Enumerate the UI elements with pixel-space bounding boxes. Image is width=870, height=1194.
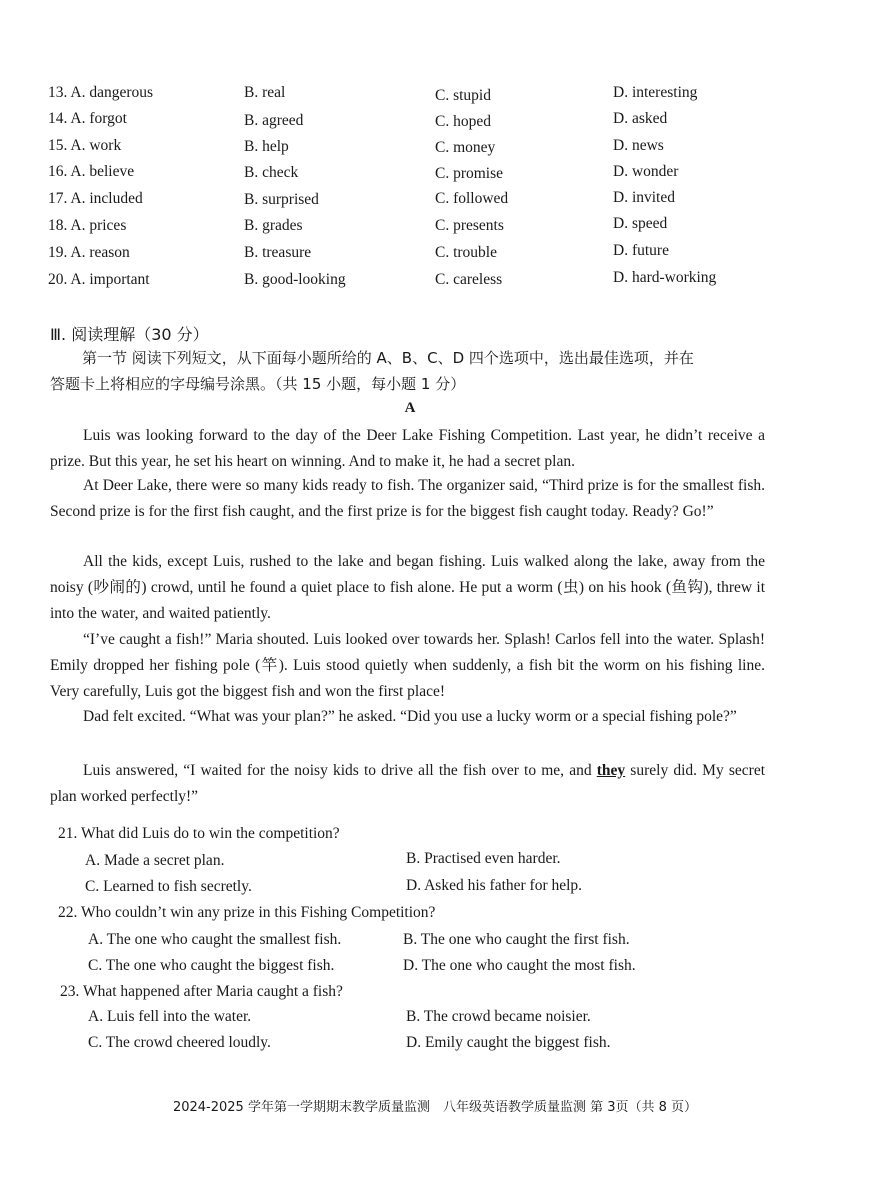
q22-option-a: A. The one who caught the smallest fish. bbox=[88, 931, 342, 948]
option-a: 15. A. work bbox=[48, 137, 122, 154]
paragraph-5-text: Dad felt excited. “What was your plan?” he asked. “Did you use a lucky worm or a special fishing pole?” bbox=[83, 708, 737, 725]
passage-letter: A bbox=[404, 400, 416, 416]
q21-option-a: A. Made a secret plan. bbox=[85, 852, 225, 869]
underlined-word-they: they bbox=[596, 762, 626, 779]
option-c: C. hoped bbox=[435, 113, 491, 130]
q21-option-d: D. Asked his father for help. bbox=[406, 877, 583, 894]
option-a: 20. A. important bbox=[48, 271, 150, 288]
option-d: D. asked bbox=[613, 110, 668, 127]
option-d: D. hard-working bbox=[613, 269, 717, 286]
paragraph-1-text: Luis was looking forward to the day of the Deer Lake Fishing Competition. Last year, he didn’t receive a prize. But this year, he set his heart on winning. And to make it, he had a secret plan. bbox=[50, 427, 765, 470]
q23-option-d: D. Emily caught the biggest fish. bbox=[406, 1034, 611, 1051]
paragraph-6 bbox=[50, 758, 765, 810]
paragraph-2-text: At Deer Lake, there were so many kids ready to fish. The organizer said, “Third prize is for the smallest fish. Second prize is for the first fish caught, and the first prize is for the biggest fish caught today. Ready? Go!” bbox=[50, 477, 765, 520]
question-23: 23. What happened after Maria caught a fish? bbox=[60, 983, 343, 1000]
paragraph-5 bbox=[50, 704, 765, 730]
option-d: D. news bbox=[613, 137, 664, 154]
question-22: 22. Who couldn’t win any prize in this Fishing Competition? bbox=[58, 904, 436, 921]
paragraph-1 bbox=[50, 423, 765, 475]
option-b: B. grades bbox=[244, 217, 303, 234]
option-c: C. followed bbox=[435, 190, 509, 207]
option-b: B. help bbox=[244, 138, 289, 155]
q23-option-a: A. Luis fell into the water. bbox=[88, 1008, 252, 1025]
q23-option-b: B. The crowd became noisier. bbox=[406, 1008, 591, 1025]
option-a: 16. A. believe bbox=[48, 163, 135, 180]
option-a: 17. A. included bbox=[48, 190, 143, 207]
paragraph-3-text: All the kids, except Luis, rushed to the lake and began fishing. Luis walked along the lake, away from the noisy (吵闹的) crowd, until he found a quiet place to fish alone. He put a worm (虫) on his hook (鱼钩), threw it into the water, and waited patiently. bbox=[50, 553, 765, 622]
option-row-13 bbox=[0, 81, 870, 105]
option-c: C. presents bbox=[435, 217, 504, 234]
option-d: D. interesting bbox=[613, 84, 698, 101]
option-a: 14. A. forgot bbox=[48, 110, 127, 127]
option-c: C. careless bbox=[435, 271, 503, 288]
option-d: D. future bbox=[613, 242, 669, 259]
option-a: 19. A. reason bbox=[48, 244, 130, 261]
instruction-line-1: 第一节 阅读下列短文，从下面每小题所给的 A、B、C、D 四个选项中，选出最佳选项，并在 bbox=[82, 349, 694, 367]
q23-option-c: C. The crowd cheered loudly. bbox=[88, 1034, 271, 1051]
paragraph-2 bbox=[50, 473, 765, 525]
q22-option-d: D. The one who caught the most fish. bbox=[403, 957, 636, 974]
option-row-15 bbox=[0, 134, 870, 158]
paragraph-6-text-c: surely did. My secret plan worked perfectly!” bbox=[50, 762, 766, 805]
option-d: D. wonder bbox=[613, 163, 679, 180]
option-row-19 bbox=[0, 241, 870, 265]
option-b: B. treasure bbox=[244, 244, 312, 261]
q22-option-b: B. The one who caught the first fish. bbox=[403, 931, 630, 948]
paragraph-4-text: “I’ve caught a fish!” Maria shouted. Luis looked over towards her. Splash! Carlos fell into the water. Splash! Emily dropped her fishing pole (竿). Luis stood quietly when suddenly, a fish bit the worm on his fishing line. Very carefully, Luis got the biggest fish and won the first place! bbox=[50, 631, 765, 700]
option-b: B. agreed bbox=[244, 112, 304, 129]
option-c: C. trouble bbox=[435, 244, 497, 261]
page-footer: 2024-2025 学年第一学期期末教学质量监测 八年级英语教学质量监测 第 3页（共 8 页） bbox=[172, 1100, 698, 1115]
option-a: 18. A. prices bbox=[48, 217, 127, 234]
section-instructions bbox=[50, 345, 770, 397]
option-b: B. real bbox=[244, 84, 286, 101]
option-row-17 bbox=[0, 187, 870, 211]
option-a: 13. A. dangerous bbox=[48, 84, 154, 101]
option-b: B. surprised bbox=[244, 191, 319, 208]
option-row-20 bbox=[0, 268, 870, 292]
question-21: 21. What did Luis do to win the competition? bbox=[58, 825, 340, 842]
instruction-line-2: 答题卡上将相应的字母编号涂黑。（共 15 小题，每小题 1 分） bbox=[50, 375, 466, 393]
option-row-16 bbox=[0, 160, 870, 184]
option-c: C. promise bbox=[435, 165, 504, 182]
option-c: C. stupid bbox=[435, 87, 491, 104]
option-row-14 bbox=[0, 107, 870, 131]
option-c: C. money bbox=[435, 139, 496, 156]
option-b: B. check bbox=[244, 164, 299, 181]
paragraph-4 bbox=[50, 627, 765, 705]
q21-option-b: B. Practised even harder. bbox=[406, 850, 561, 867]
q21-option-c: C. Learned to fish secretly. bbox=[85, 878, 252, 895]
option-d: D. speed bbox=[613, 215, 668, 232]
option-d: D. invited bbox=[613, 189, 675, 206]
q22-option-c: C. The one who caught the biggest fish. bbox=[88, 957, 335, 974]
option-row-18 bbox=[0, 214, 870, 238]
paragraph-6-text-a: Luis answered, “I waited for the noisy kids to drive all the fish over to me, and bbox=[83, 762, 597, 779]
section-title: Ⅲ. 阅读理解（30 分） bbox=[50, 325, 209, 344]
paragraph-3 bbox=[50, 549, 765, 627]
option-b: B. good-looking bbox=[244, 271, 346, 288]
